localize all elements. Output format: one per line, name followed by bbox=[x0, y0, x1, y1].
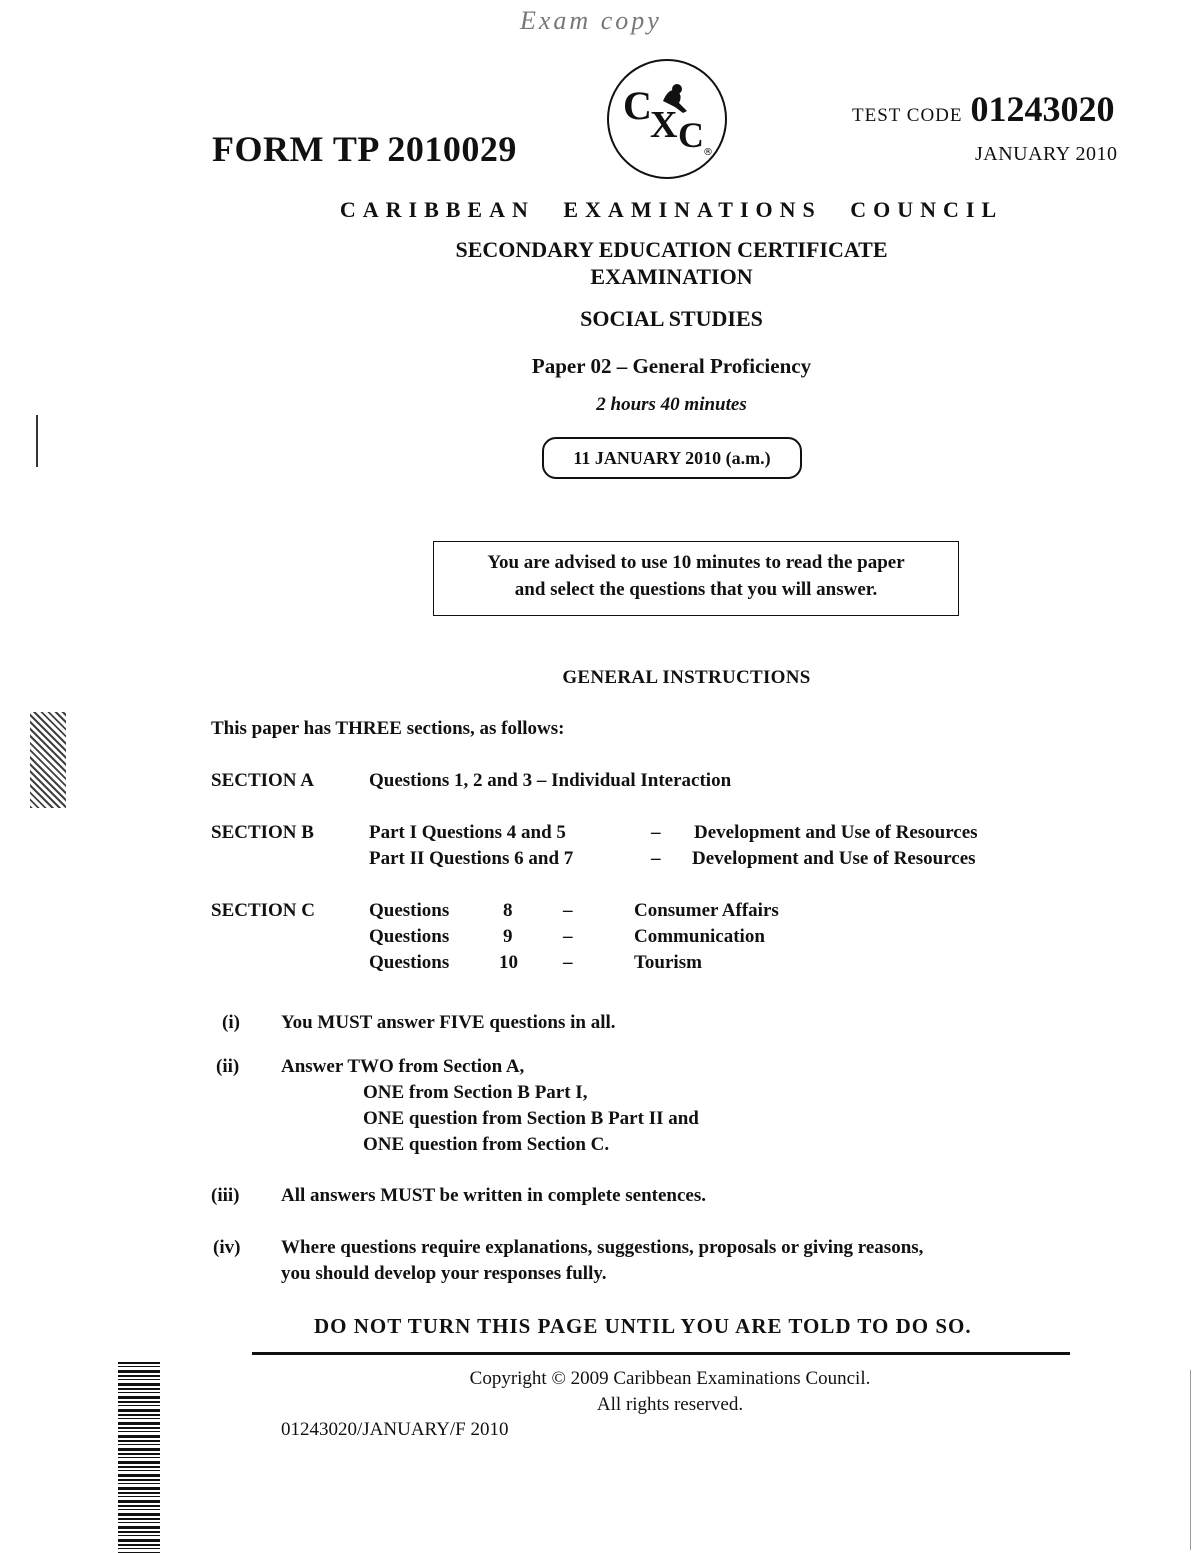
subject-title: SOCIAL STUDIES bbox=[580, 306, 763, 331]
margin-scan-mark bbox=[30, 712, 66, 808]
rule-numeral: (iv) bbox=[213, 1237, 241, 1258]
rule-text: All answers MUST be written in complete sentences. bbox=[281, 1185, 706, 1206]
section-c-row-word: Questions bbox=[369, 952, 450, 973]
barcode bbox=[118, 1362, 160, 1553]
copyright-line2: All rights reserved. bbox=[596, 1394, 744, 1415]
rule-text: Where questions require explanations, suggestions, proposals or giving reasons, bbox=[281, 1237, 924, 1258]
rule-text: ONE from Section B Part I, bbox=[363, 1082, 588, 1103]
section-c-row-num: 9 bbox=[503, 926, 513, 947]
section-a-text: Questions 1, 2 and 3 – Individual Interaction bbox=[369, 770, 732, 791]
rule-text: ONE question from Section C. bbox=[363, 1134, 610, 1155]
rule-numeral: (i) bbox=[222, 1012, 240, 1033]
certificate-title-line1: SECONDARY EDUCATION CERTIFICATE bbox=[455, 237, 888, 262]
sections-intro: This paper has THREE sections, as follows: bbox=[211, 718, 565, 739]
section-b-part2-dash: – bbox=[651, 848, 661, 869]
margin-tick bbox=[36, 415, 38, 467]
exam-date: 11 JANUARY 2010 (a.m.) bbox=[542, 437, 802, 479]
section-c-row-dash: – bbox=[563, 900, 573, 921]
section-c-row-dash: – bbox=[563, 926, 573, 947]
footer-divider bbox=[252, 1352, 1070, 1355]
section-b-part1-dash: – bbox=[651, 822, 661, 843]
registered-mark: ® bbox=[703, 147, 713, 158]
rule-text: Answer TWO from Section A, bbox=[281, 1056, 525, 1077]
form-number: FORM TP 2010029 bbox=[212, 129, 517, 169]
exam-duration: 2 hours 40 minutes bbox=[596, 394, 747, 415]
section-c-row-topic: Communication bbox=[634, 926, 765, 947]
section-c-row-num: 8 bbox=[503, 900, 513, 921]
advice-line1: You are advised to use 10 minutes to read the paper bbox=[487, 552, 905, 573]
svg-text:C: C bbox=[678, 115, 704, 155]
rule-numeral: (iii) bbox=[211, 1185, 240, 1206]
copyright-line1: Copyright © 2009 Caribbean Examinations Council. bbox=[469, 1368, 871, 1389]
handwritten-note: Exam copy bbox=[520, 6, 662, 35]
reading-advice-box bbox=[433, 541, 959, 616]
section-c-row-topic: Tourism bbox=[634, 952, 702, 973]
test-code bbox=[852, 88, 1115, 130]
margin-tick bbox=[1190, 1370, 1191, 1550]
rule-text: ONE question from Section B Part II and bbox=[363, 1108, 699, 1129]
certificate-title-line2: EXAMINATION bbox=[590, 264, 753, 289]
section-b-label: SECTION B bbox=[211, 822, 314, 843]
advice-line2: and select the questions that you will answer. bbox=[514, 579, 878, 600]
section-c-row-topic: Consumer Affairs bbox=[634, 900, 779, 921]
rule-numeral: (ii) bbox=[216, 1056, 240, 1077]
do-not-turn-warning: DO NOT TURN THIS PAGE UNTIL YOU ARE TOLD TO DO SO. bbox=[314, 1314, 972, 1338]
section-b-part2: Part II Questions 6 and 7 bbox=[369, 848, 574, 869]
section-b-part2-topic: Development and Use of Resources bbox=[692, 848, 976, 869]
exam-month: JANUARY 2010 bbox=[975, 143, 1118, 165]
svg-text:X: X bbox=[650, 104, 678, 146]
section-c-row-word: Questions bbox=[369, 926, 450, 947]
council-name: CARIBBEAN EXAMINATIONS COUNCIL bbox=[339, 197, 1004, 222]
rule-text: You MUST answer FIVE questions in all. bbox=[281, 1012, 616, 1033]
section-c-row-word: Questions bbox=[369, 900, 450, 921]
copyright-notice bbox=[0, 1366, 1200, 1418]
section-c-row-dash: – bbox=[563, 952, 573, 973]
section-b-part1-topic: Development and Use of Resources bbox=[694, 822, 978, 843]
section-b-part1: Part I Questions 4 and 5 bbox=[369, 822, 566, 843]
test-code-label: TEST CODE bbox=[852, 105, 963, 126]
svg-text:C: C bbox=[623, 83, 652, 128]
test-code-value: 01243020 bbox=[970, 89, 1115, 129]
rule-text: you should develop your responses fully. bbox=[281, 1263, 607, 1284]
document-reference: 01243020/JANUARY/F 2010 bbox=[281, 1419, 509, 1440]
paper-title: Paper 02 – General Proficiency bbox=[531, 354, 812, 378]
instructions-heading: GENERAL INSTRUCTIONS bbox=[562, 667, 811, 688]
section-c-label: SECTION C bbox=[211, 900, 315, 921]
cxc-logo bbox=[605, 57, 729, 181]
section-c-row-num: 10 bbox=[499, 952, 518, 973]
section-a-label: SECTION A bbox=[211, 770, 314, 791]
